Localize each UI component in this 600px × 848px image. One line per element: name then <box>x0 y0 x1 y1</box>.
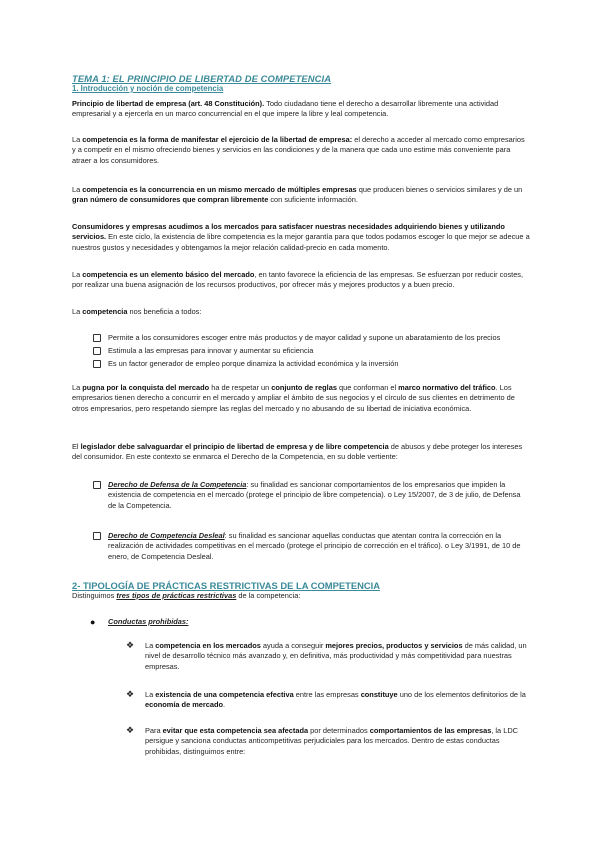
body-text: La <box>72 135 83 144</box>
body-text: ha de respetar un <box>209 383 272 392</box>
body-text: La <box>72 307 83 316</box>
section-2-header <box>72 580 530 601</box>
bold-text: economía de mercado <box>145 700 224 710</box>
paragraph-elemento-basico <box>72 270 530 291</box>
sub-item-competencia-efectiva <box>145 690 530 711</box>
paragraph-pugna-mercado <box>72 383 530 414</box>
paragraph-forma-manifestar <box>72 135 530 166</box>
diamond-bullet-icon: ❖ <box>126 689 135 699</box>
law-title: Derecho de Competencia Desleal <box>108 531 225 540</box>
body-text: . Los empresarios tienen derecho a concurrir en el mercado y ampliar el ámbito de sus negocios y el círculo de sus clientes en detrimento de otros empresarios, pero respetando siempre las reglas del mercado y no abusando de su libertad de iniciativa económica. <box>72 383 515 413</box>
body-text: entre las empresas <box>293 690 361 699</box>
benefit-checkbox-2[interactable] <box>93 347 101 355</box>
body-text: que conforman el <box>336 383 399 392</box>
body-text: de más calidad, un nivel de desarrollo técnico más avanzado y, en definitiva, más productividad y más competitividad para nuestras empresas. <box>145 641 527 671</box>
body-text: La <box>145 690 156 699</box>
body-text: Todo ciudadano tiene el derecho a desarrollar libremente una actividad empresarial y a ejercerla en un marco concurrencial en el que impere la libre y leal competencia. <box>72 99 499 119</box>
body-text: La <box>72 270 83 279</box>
benefit-item-1: Permite a los consumidores escoger entre más productos y de mayor calidad y supone un abaratamiento de los precios <box>108 333 501 342</box>
body-text: de la competencia: <box>236 591 301 600</box>
diamond-bullet-icon: ❖ <box>126 640 135 650</box>
law-item-competencia-desleal <box>108 531 528 562</box>
diamond-bullet-icon: ❖ <box>126 725 135 735</box>
bold-text: gran número de consumidores que compran libremente <box>72 195 269 205</box>
paragraph-libertad-empresa <box>72 99 530 120</box>
bold-text: pugna por la conquista del mercado <box>82 383 210 392</box>
benefit-item-2: Estimula a las empresas para innovar y aumentar su eficiencia <box>108 346 314 355</box>
paragraph-legislador <box>72 442 530 463</box>
body-text: nos beneficia a todos: <box>127 307 202 316</box>
bold-text: competencia es la forma de manifestar el ejercicio de la libertad de empresa: <box>82 135 353 144</box>
section-1-subtitle: 1. Introducción y noción de competencia <box>72 84 224 93</box>
body-text: . <box>223 700 226 710</box>
bold-text: existencia de una competencia efectiva <box>155 690 294 699</box>
law-checkbox-1[interactable] <box>93 481 101 489</box>
law-item-defensa-competencia <box>108 480 528 511</box>
body-text: , en tanto favorece la eficiencia de las empresas. Se esfuerzan por reducir costes, por realizar una buena asignación de los recursos productivos, por ofrecer más y mejores productos y a buen precio. <box>72 270 524 290</box>
body-text: de abusos y debe proteger los intereses del consumidor. En este contexto se enmarca el Derecho de la Competencia, en su doble vertiente: <box>72 442 523 462</box>
bold-text: competencia <box>82 307 128 316</box>
bold-text: tres tipos de prácticas restrictivas <box>116 591 237 600</box>
bold-text: competencia en los mercados <box>155 641 261 650</box>
bold-text: constituye <box>360 690 398 699</box>
body-text: ayuda a conseguir <box>260 641 326 650</box>
body-text: uno de los elementos definitorios de la <box>397 690 526 699</box>
paragraph-consumidores <box>72 222 530 253</box>
body-text: : su finalidad es sancionar comportamientos de los empresarios que impiden la existencia de competencia en el mercado (protege el principio de libre competencia). o Ley 15/2007, de 3 de julio, de Defensa de la Competencia. <box>108 480 521 510</box>
benefit-checkbox-1[interactable] <box>93 334 101 342</box>
body-text: con suficiente información. <box>268 195 358 205</box>
bold-text: mejores precios, productos y servicios <box>325 641 463 650</box>
body-text: el derecho a acceder al mercado como empresarios y a competir en el mismo ofreciendo bienes y servicios en las condiciones y de la manera que cada uno estime más conveniente para atraer a los consumidores. <box>72 135 525 165</box>
law-title: Derecho de Defensa de la Competencia <box>108 480 247 489</box>
section-1-title: TEMA 1: EL PRINCIPIO DE LIBERTAD DE COMPETENCIA <box>72 73 332 84</box>
benefit-item-3: Es un factor generador de empleo porque dinamiza la actividad económica y la inversión <box>108 359 399 368</box>
sub-item-evitar-afectada <box>145 726 530 757</box>
body-text: Distinguimos <box>72 591 117 600</box>
bold-text: Consumidores y empresas acudimos a los mercados para satisfacer nuestras necesidades adquiriendo bienes y utilizando servicios. <box>72 222 505 242</box>
body-text: La <box>72 185 83 194</box>
bold-text: legislador debe salvaguardar el principio de libertad de empresa y de libre competencia <box>80 442 389 451</box>
bold-text: conjunto de reglas <box>271 383 337 392</box>
body-text: por determinados <box>308 726 370 735</box>
bold-text: comportamientos de las empresas <box>369 726 492 735</box>
paragraph-concurrencia <box>72 185 530 206</box>
bold-text: competencia es la concurrencia en un mismo mercado de múltiples empresas <box>82 185 357 194</box>
body-text: Para <box>145 726 163 735</box>
body-text: El <box>72 442 81 451</box>
body-text: En este ciclo, la existencia de libre competencia es la mejor garantía para que todos podamos escoger lo que mejor se adecue a nuestros gustos y necesidades y obtengamos la mejor relación calidad-precio en cada momento. <box>72 232 530 252</box>
law-checkbox-2[interactable] <box>93 532 101 540</box>
bold-text: marco normativo del tráfico <box>398 383 496 392</box>
bullet-conductas-prohibidas: Conductas prohibidas: <box>108 617 189 626</box>
benefit-checkbox-3[interactable] <box>93 360 101 368</box>
paragraph-beneficia <box>72 307 530 317</box>
bullet-dot-icon: ● <box>90 617 96 627</box>
bold-text: evitar que esta competencia sea afectada <box>162 726 309 735</box>
body-text: , la LDC persigue y sanciona conductas anticompetitivas perjudiciales para los mercados. Dentro de estas conductas prohibidas, distinguimos entre: <box>145 726 519 756</box>
section-1-header <box>72 73 530 94</box>
sub-item-competencia-mercados <box>145 641 530 672</box>
section-2-title: 2- TIPOLOGÍA DE PRÁCTICAS RESTRICTIVAS DE LA COMPETENCIA <box>72 580 380 591</box>
section-2-intro <box>72 591 530 601</box>
body-text: La <box>145 641 156 650</box>
body-text: La <box>72 383 83 392</box>
body-text: que producen bienes o servicios similares y de un <box>356 185 523 194</box>
bold-text: Principio de libertad de empresa (art. 48 Constitución). <box>72 99 265 108</box>
bold-text: competencia es un elemento básico del mercado <box>82 270 255 279</box>
body-text: : su finalidad es sancionar aquellas conductas que atentan contra la corrección en la realización de actividades competitivas en el mercado (protege el principio de corrección en el tráfico). o Ley 3/1991, de 10 de enero, de Competencia Desleal. <box>108 531 521 561</box>
